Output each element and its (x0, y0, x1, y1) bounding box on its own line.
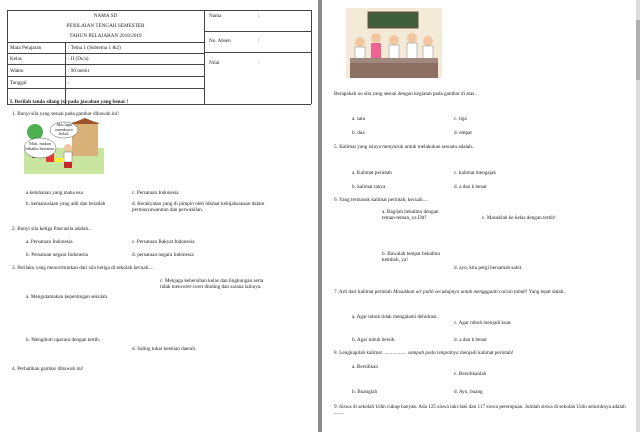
name-label: Nama (209, 13, 222, 19)
q2-option-b[interactable]: b. Persatuan negara Indonesia (26, 252, 88, 258)
q6-option-d[interactable]: d. ayo, kita pergi bersamah sakit. (454, 265, 523, 271)
q6-option-c[interactable]: c. Masuklah ke kelas dengan tertib! (482, 215, 556, 221)
question-9: 9. Siswa di sekolah Udin cukup banyak. Ada 125 siswa laki-laki dan 117 siswa perempuan. Jumlah siswa di sekolah Udin seluruhnya adalah ........ (334, 404, 626, 416)
question-8-italic: sampah pada tempatnya (407, 350, 459, 356)
instruction: I. Berilah tanda silang (x) pada jawaban yang benar ! (10, 99, 129, 105)
q8-option-d[interactable]: d. Ayo, buang (454, 389, 483, 395)
nilai-colon: : (258, 60, 260, 66)
school-name: NAMA SD (93, 13, 118, 19)
classroom-illustration (346, 8, 442, 78)
table-border (7, 10, 311, 11)
question-6: 6. Yang termasuk kalimat perintah, kecuali.... (334, 197, 428, 203)
q3-option-a[interactable]: a. Mengutamakan kepentingan sekolah. (26, 294, 109, 300)
q5-option-b[interactable]: b. kalimat tanya (352, 184, 386, 190)
date-value: : (68, 80, 70, 86)
question-2: 2. Bunyi sila ketiga Pancasila adalah... (12, 226, 92, 232)
q3-option-c[interactable]: c. Menjaga kebersihan kelas dan lingkungan serta tidak mencoret-coret dinding dan sarana lainnya. (160, 278, 264, 290)
absen-label: No. Absen (209, 38, 231, 44)
table-border (7, 64, 204, 65)
q3-option-b[interactable]: b. Mengikuti upacara dengan tertib. (26, 337, 101, 343)
q4-option-a[interactable]: a. satu (352, 116, 366, 122)
question-4: 4. Perhatikan gambar dibawah ini! (12, 366, 84, 372)
q2-option-c[interactable]: c. Persatuan Rakyat Indonesia (132, 239, 195, 245)
table-border (7, 53, 204, 54)
absen-colon: : (258, 38, 260, 44)
document-page-right (322, 0, 640, 432)
table-border (311, 10, 312, 104)
date-label: Tanggal (10, 80, 27, 86)
question-8 (334, 350, 514, 356)
q2-option-d[interactable]: d. persatuan negara Indonesia (132, 252, 194, 258)
q3-option-d[interactable]: d. Saling tukar keenian daerah. (132, 346, 197, 352)
question-5: 5. Kalimat yang isinya menyuruh untuk melakukan sesuatu adalah.. (334, 144, 475, 150)
question-7-prefix: 7. Arti dari kalimat perintah (334, 289, 392, 295)
q5-option-d[interactable]: d. a dan b benar (454, 184, 487, 190)
question-1: 1. Bunyi sila yang sesuai pada gambar dibawah ini! (12, 111, 120, 117)
table-border (204, 31, 311, 32)
q6-option-b[interactable]: b. Bawalah tempat bekalmu kembali, ya! (382, 251, 440, 263)
q4-option-d[interactable]: d. empat (454, 130, 472, 136)
q1-option-b[interactable]: b. kemanusiaan yang adil dan beradab (26, 201, 106, 207)
q7-option-d[interactable]: d. a dan b benar (454, 337, 487, 343)
class-value: : II (Du'a) (68, 56, 89, 62)
school-year: TAHUN PELAJARAN 2018/2019 (69, 33, 142, 39)
q7-option-a[interactable]: a. Agar tubuh tidak mengalami dehidrasi. (352, 314, 438, 320)
question-8-prefix: 8. Lengkapilah kalimat .................. (334, 350, 407, 356)
q4-option-c[interactable]: c. tiga (454, 116, 467, 122)
subject-value: : Tema 1 (Subtema 1 &2) (68, 45, 121, 51)
q6-option-a[interactable]: a. Bagilah bekalmu dengan teman-teman, ya Dit! (382, 209, 439, 221)
document-page-left (0, 0, 318, 432)
q7-option-c[interactable]: c. Agar tubuh menjadi kuat. (454, 320, 512, 326)
table-border (204, 52, 311, 53)
q8-option-b[interactable]: b. Buanglah (352, 389, 378, 395)
question-7 (334, 289, 566, 295)
table-border (65, 42, 66, 104)
name-colon: : (258, 13, 260, 19)
q7-option-b[interactable]: b. Agar tubuh bersih. (352, 337, 396, 343)
class-label: Kelas (10, 56, 22, 62)
question-7-suffix: ! Yang tepat dalah.. (525, 289, 566, 295)
q4-option-b[interactable]: b. dua (352, 130, 365, 136)
question-3: 3. Perilaku yang mencerminkan dari sila ketiga di sekolah kecuali.... (12, 265, 154, 271)
subject-label: Mata Pelajaran (10, 45, 42, 51)
time-label: Waktu (10, 68, 24, 74)
question-4-text: Berapakah no sila yang sesuai dengan kegiatan pada gambar di atas.. (334, 91, 477, 97)
table-border (7, 76, 204, 77)
table-border (204, 10, 205, 104)
question-8-suffix: menjadi kalimat perintah! (459, 350, 514, 356)
speech-bubble-1: Aku lupa membawa bekal. (55, 122, 73, 137)
nilai-label: Nilai (209, 60, 220, 66)
scrollbar-thumb[interactable] (636, 20, 640, 80)
q8-option-c[interactable]: c. Bersihkanlah (454, 371, 487, 377)
q5-option-a[interactable]: a. Kalimat perintah (352, 170, 392, 176)
table-border (7, 42, 204, 43)
q1-option-c[interactable]: c. Persatuan Indonesia (132, 190, 179, 196)
q1-option-a[interactable]: a.ketuhanan yang maha esa (26, 190, 83, 196)
time-value: : 90 menit (68, 68, 90, 74)
q2-option-a[interactable]: a. Persatuan Indonesia (26, 239, 73, 245)
q8-option-a[interactable]: a. Bersihkan (352, 364, 378, 370)
q1-option-d[interactable]: d. Kerakyatan yang di pimpin oleh hikmat kebijaksanaan dalam permusyawaratan dan perwakilan. (132, 201, 265, 213)
table-border (7, 88, 204, 89)
speech-bubble-2: Mari, makan bekalku bersama. (25, 141, 55, 151)
q5-option-c[interactable]: c. kalimat mengajak (454, 170, 496, 176)
exam-title: PENILAIAN TENGAH SEMESTER (66, 23, 145, 29)
question-7-italic: Masukkan air putih secukupnya untuk menggganti cairan tubuh (393, 289, 526, 295)
